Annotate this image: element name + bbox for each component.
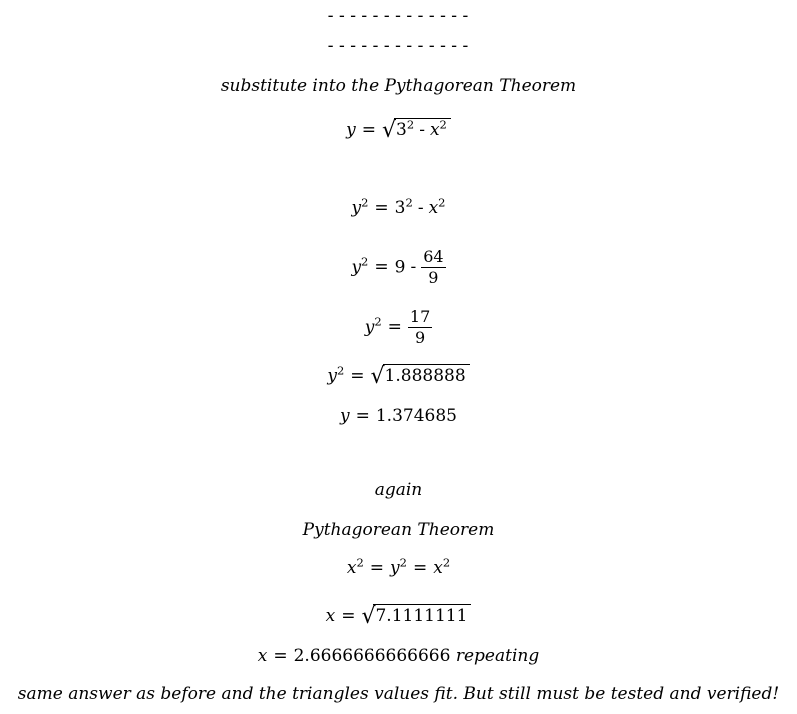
exponent-2: 2 (406, 117, 415, 132)
exponent-2: 2 (374, 314, 382, 329)
dashed-rule: ------------- (325, 6, 472, 26)
minus-sign: - (419, 120, 425, 140)
heading-pythagorean (0, 520, 797, 540)
number-3: 3 (394, 198, 406, 218)
radical-sign: √ (361, 604, 376, 629)
exponent-2: 2 (399, 555, 407, 570)
equals-sign: = (341, 606, 356, 626)
equation-y2-equals-sqrt-decimal (0, 364, 797, 387)
equation-y2-equals-32-minus-x2 (0, 195, 797, 218)
variable-y: y (364, 317, 375, 338)
variable-y: y (327, 366, 337, 386)
exponent-2: 2 (442, 555, 451, 570)
variable-y: y (351, 257, 362, 278)
exponent-2: 2 (405, 195, 413, 210)
radicand (394, 118, 451, 140)
radical-sign: √ (370, 364, 385, 389)
repeating-label: repeating (455, 646, 540, 666)
fraction-64-over-9 (421, 248, 445, 288)
equation-x2-y2-x2-chain (0, 555, 797, 578)
exponent-2: 2 (336, 363, 345, 378)
equation-y-equals-sqrt (0, 118, 797, 141)
equals-sign: = (412, 558, 428, 578)
exponent-2: 2 (361, 254, 369, 269)
equals-sign: = (361, 120, 376, 140)
separator-line-1 (0, 6, 797, 26)
exponent-2: 2 (438, 195, 446, 210)
heading-substitute (0, 76, 797, 96)
equation-y-value (0, 406, 797, 426)
minus-sign: - (417, 198, 424, 218)
equals-sign: = (387, 317, 402, 338)
equation-y2-equals-9-minus-fraction (0, 248, 797, 288)
heading-text: Pythagorean Theorem (302, 520, 495, 540)
number-9: 9 (394, 257, 406, 278)
variable-x: x (325, 606, 336, 626)
variable-x: x (429, 120, 440, 140)
variable-y: y (340, 406, 350, 426)
exponent-2: 2 (439, 117, 447, 132)
equals-sign: = (273, 646, 288, 666)
equation-x-repeating (0, 646, 797, 666)
fraction-17-over-9 (408, 308, 432, 348)
fraction-denominator: 9 (414, 328, 426, 348)
equals-sign: = (355, 406, 370, 426)
variable-x: x (257, 646, 268, 666)
equation-y2-equals-17-ninths (0, 308, 797, 348)
heading-text: substitute into the Pythagorean Theorem (220, 76, 577, 96)
variable-x: x (433, 558, 443, 578)
exponent-2: 2 (356, 555, 364, 570)
radicand: 7.1111111 (373, 604, 471, 626)
heading-again (0, 480, 797, 500)
equals-sign: = (374, 257, 389, 278)
fraction-numerator: 64 (421, 248, 445, 268)
exponent-2: 2 (361, 195, 369, 210)
number-3: 3 (396, 120, 407, 140)
equation-x-equals-sqrt (0, 604, 797, 627)
decimal-value: 1.374685 (375, 406, 457, 426)
decimal-value: 2.6666666666666 (293, 646, 451, 666)
fraction-numerator: 17 (408, 308, 432, 328)
heading-text: again (374, 480, 423, 500)
variable-x: x (428, 198, 439, 218)
equals-sign: = (374, 198, 389, 218)
equals-sign: = (369, 558, 385, 578)
variable-y: y (351, 198, 362, 218)
fraction-denominator: 9 (428, 268, 439, 288)
variable-y: y (346, 120, 356, 140)
minus-sign: - (410, 257, 417, 278)
note-text: same answer as before and the triangles values fit. But still must be tested and verified! (17, 684, 780, 704)
dashed-rule: ------------- (325, 36, 472, 56)
footer-note (0, 684, 797, 704)
separator-line-2 (0, 36, 797, 56)
radicand: 1.888888 (383, 364, 470, 386)
radical-sign: √ (382, 118, 397, 143)
variable-y: y (390, 558, 400, 578)
variable-x: x (346, 558, 357, 578)
equals-sign: = (350, 366, 365, 386)
